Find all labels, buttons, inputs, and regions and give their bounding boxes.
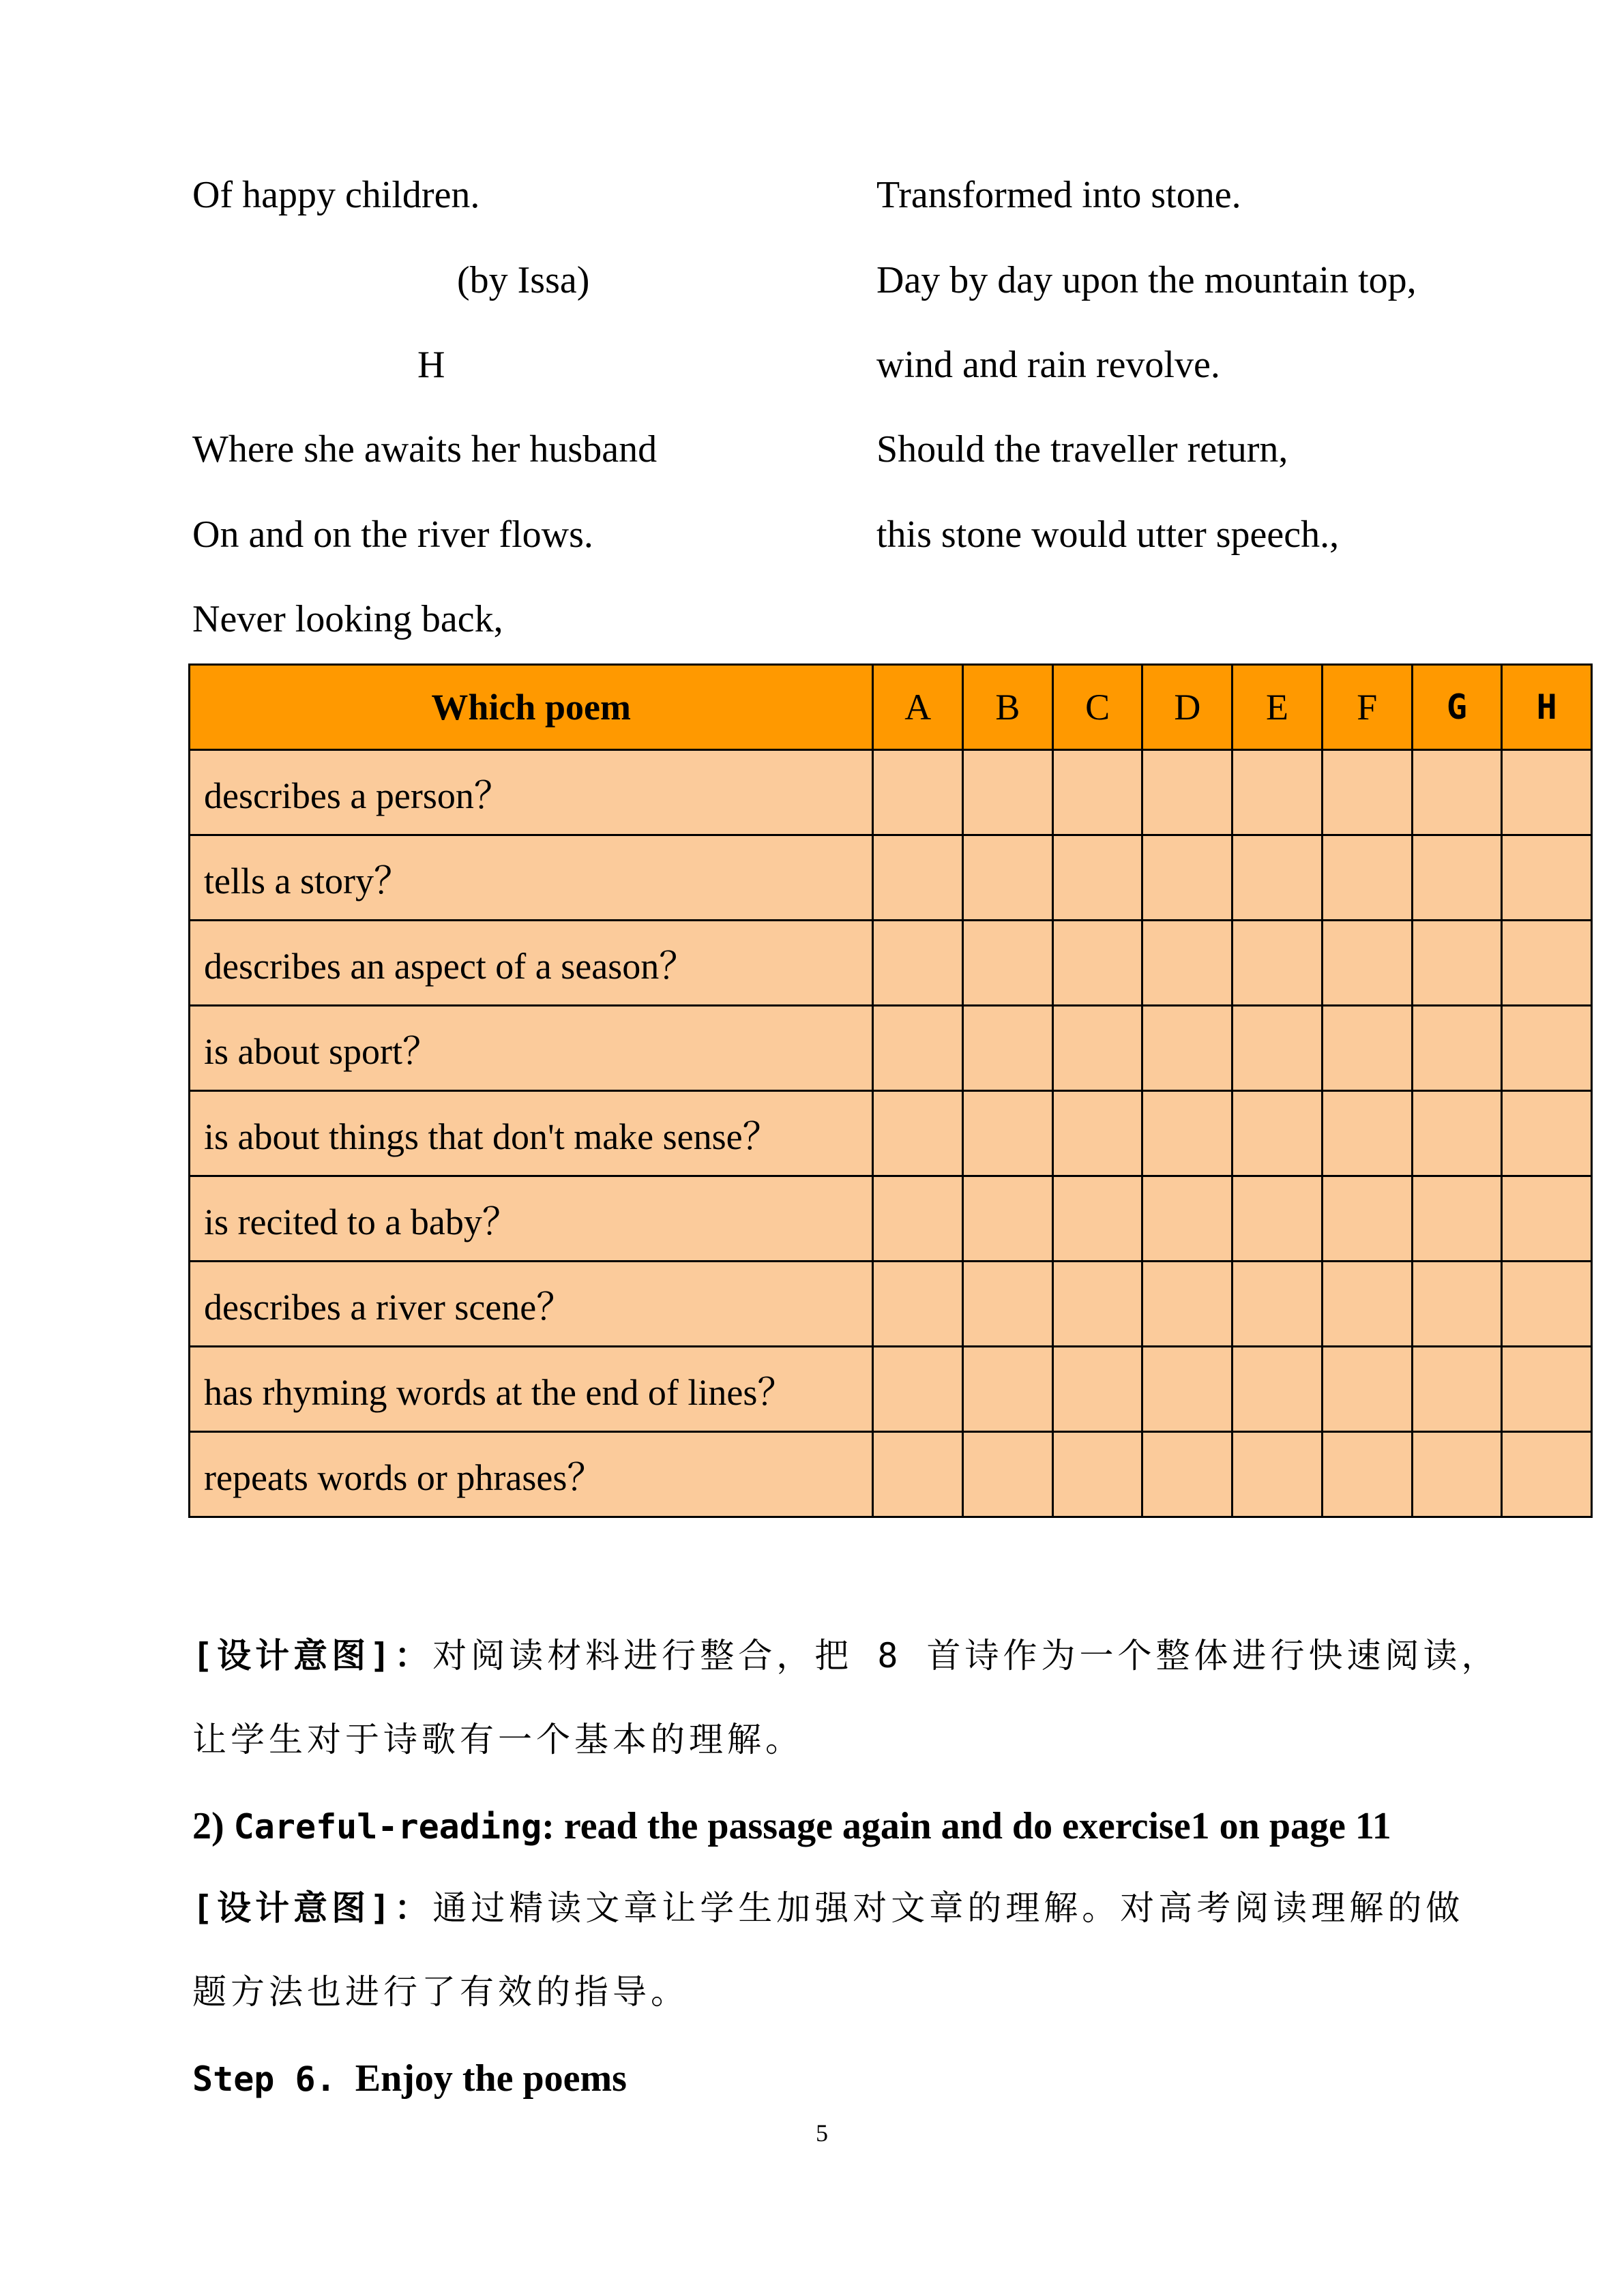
answer-cell-e[interactable] [1232,1262,1323,1347]
answer-cell-h[interactable] [1502,921,1592,1006]
answer-cell-f[interactable] [1322,1262,1412,1347]
question-cell: has rhyming words at the end of lines？ [190,1347,873,1432]
table-row [190,750,1592,835]
table-row [190,1176,1592,1262]
answer-cell-d[interactable] [1142,1006,1232,1091]
design-intent-text: 对阅读材料进行整合，把 8 首诗作为一个整体进行快速阅读， [432,1636,1500,1675]
answer-cell-a[interactable] [873,1347,963,1432]
column-header-c: C [1052,665,1142,750]
answer-cell-h[interactable] [1502,1262,1592,1347]
table-header-which-poem: Which poem [190,665,873,750]
answer-cell-g[interactable] [1412,1176,1502,1262]
answer-cell-h[interactable] [1502,750,1592,835]
answer-cell-f[interactable] [1322,1176,1412,1262]
answer-cell-c[interactable] [1052,1262,1142,1347]
answer-cell-b[interactable] [963,1432,1053,1517]
answer-cell-e[interactable] [1232,1347,1323,1432]
answer-cell-b[interactable] [963,750,1053,835]
poem-right-line-4: Should the traveller return, [876,428,1288,471]
design-intent-1-line-2: 让学生对于诗歌有一个基本的理解。 [192,1720,803,1759]
poem-left-line-5: On and on the river flows. [192,513,593,556]
answer-cell-f[interactable] [1322,1347,1412,1432]
column-header-h: H [1502,665,1592,750]
column-header-f: F [1322,665,1412,750]
poem-left-author: (by Issa) [457,259,590,301]
answer-cell-a[interactable] [873,921,963,1006]
answer-cell-g[interactable] [1412,835,1502,921]
answer-cell-c[interactable] [1052,1006,1142,1091]
answer-cell-h[interactable] [1502,1006,1592,1091]
table-row [190,1006,1592,1091]
question-cell: tells a story？ [190,835,873,921]
answer-cell-d[interactable] [1142,835,1232,921]
poem-left-line-6: Never looking back, [192,598,503,640]
table-row [190,1347,1592,1432]
answer-cell-d[interactable] [1142,1432,1232,1517]
answer-cell-d[interactable] [1142,921,1232,1006]
answer-cell-c[interactable] [1052,1347,1142,1432]
answer-cell-h[interactable] [1502,1347,1592,1432]
answer-cell-c[interactable] [1052,921,1142,1006]
careful-reading-prefix: 2) [192,1805,234,1847]
answer-cell-e[interactable] [1232,1432,1323,1517]
answer-cell-a[interactable] [873,1262,963,1347]
answer-cell-h[interactable] [1502,1432,1592,1517]
careful-reading-instruction: : read the passage again and do exercise1 on page 11 [542,1805,1391,1847]
poem-left-line-4: Where she awaits her husband [192,428,658,471]
question-cell: is recited to a baby？ [190,1176,873,1262]
question-cell: is about sport？ [190,1006,873,1091]
answer-cell-e[interactable] [1232,1091,1323,1176]
answer-cell-d[interactable] [1142,1091,1232,1176]
poem-right-line-1: Transformed into stone. [876,174,1241,216]
answer-cell-h[interactable] [1502,835,1592,921]
table-row [190,835,1592,921]
answer-cell-e[interactable] [1232,1176,1323,1262]
answer-cell-b[interactable] [963,1091,1053,1176]
design-intent-1-line-1 [192,1636,1500,1675]
answer-cell-f[interactable] [1322,1091,1412,1176]
answer-cell-h[interactable] [1502,1176,1592,1262]
answer-cell-a[interactable] [873,1006,963,1091]
poem-right-line-2: Day by day upon the mountain top, [876,259,1417,301]
answer-cell-e[interactable] [1232,1006,1323,1091]
answer-cell-a[interactable] [873,1432,963,1517]
step-title: Enjoy the poems [355,2057,627,2100]
column-header-d: D [1142,665,1232,750]
column-header-a: A [873,665,963,750]
answer-cell-h[interactable] [1502,1091,1592,1176]
answer-cell-b[interactable] [963,835,1053,921]
answer-cell-f[interactable] [1322,750,1412,835]
answer-cell-b[interactable] [963,921,1053,1006]
column-header-e: E [1232,665,1323,750]
design-intent-2-line-1 [192,1888,1464,1928]
answer-cell-f[interactable] [1322,1006,1412,1091]
answer-cell-a[interactable] [873,1176,963,1262]
careful-reading-heading [192,1807,1391,1845]
poem-right-line-3: wind and rain revolve. [876,344,1220,386]
table-row [190,1262,1592,1347]
answer-cell-a[interactable] [873,750,963,835]
answer-cell-e[interactable] [1232,921,1323,1006]
answer-cell-b[interactable] [963,1006,1053,1091]
answer-cell-e[interactable] [1232,835,1323,921]
answer-cell-a[interactable] [873,1091,963,1176]
answer-cell-f[interactable] [1322,1432,1412,1517]
answer-cell-g[interactable] [1412,921,1502,1006]
question-cell: is about things that don't make sense？ [190,1091,873,1176]
answer-cell-d[interactable] [1142,1262,1232,1347]
answer-cell-c[interactable] [1052,1091,1142,1176]
table-header-row [190,665,1592,750]
poem-right-line-5: this stone would utter speech., [876,513,1340,556]
poem-label-h: H [417,344,445,386]
answer-cell-g[interactable] [1412,750,1502,835]
answer-cell-c[interactable] [1052,750,1142,835]
design-intent-label: [设计意图]： [192,1636,433,1675]
answer-cell-d[interactable] [1142,750,1232,835]
question-cell: repeats words or phrases？ [190,1432,873,1517]
question-cell: describes a river scene？ [190,1262,873,1347]
design-intent-label: [设计意图]： [192,1888,433,1928]
answer-cell-b[interactable] [963,1347,1053,1432]
answer-cell-g[interactable] [1412,1347,1502,1432]
answer-cell-d[interactable] [1142,1347,1232,1432]
question-cell: describes a person？ [190,750,873,835]
column-header-g: G [1412,665,1502,750]
answer-cell-c[interactable] [1052,1432,1142,1517]
answer-cell-b[interactable] [963,1262,1053,1347]
answer-cell-f[interactable] [1322,921,1412,1006]
question-cell: describes an aspect of a season？ [190,921,873,1006]
answer-cell-g[interactable] [1412,1006,1502,1091]
answer-cell-g[interactable] [1412,1262,1502,1347]
step-label: Step 6. [192,2059,336,2099]
careful-reading-keyword: Careful-reading [233,1807,542,1847]
table-row [190,1091,1592,1176]
table-row [190,921,1592,1006]
answer-cell-g[interactable] [1412,1091,1502,1176]
answer-cell-a[interactable] [873,835,963,921]
design-intent-text: 通过精读文章让学生加强对文章的理解。对高考阅读理解的做 [432,1888,1464,1928]
which-poem-table [188,664,1593,1518]
table-row [190,1432,1592,1517]
design-intent-2-line-2: 题方法也进行了有效的指导。 [192,1972,689,2012]
answer-cell-f[interactable] [1322,835,1412,921]
answer-cell-b[interactable] [963,1176,1053,1262]
column-header-b: B [963,665,1053,750]
answer-cell-c[interactable] [1052,1176,1142,1262]
poem-left-line-1: Of happy children. [192,174,480,216]
answer-cell-c[interactable] [1052,835,1142,921]
page-number: 5 [816,2119,828,2147]
answer-cell-g[interactable] [1412,1432,1502,1517]
answer-cell-d[interactable] [1142,1176,1232,1262]
answer-cell-e[interactable] [1232,750,1323,835]
step-heading [192,2059,627,2098]
